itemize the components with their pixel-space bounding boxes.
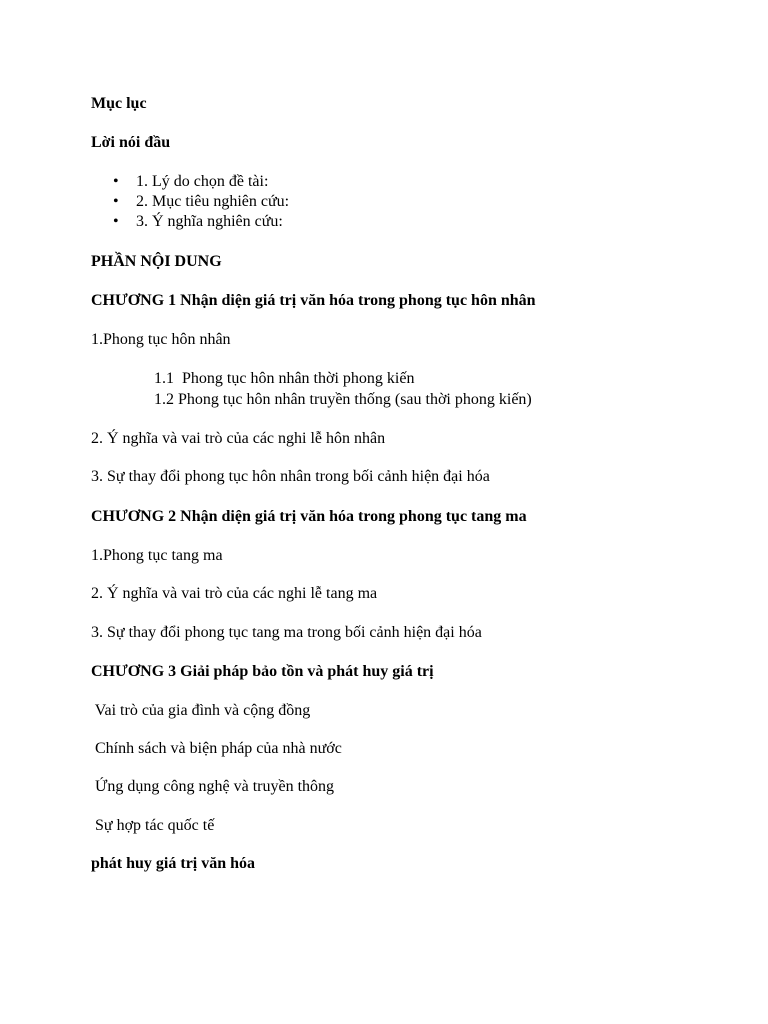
- preface-item-1: 1. Lý do chọn đề tài:: [136, 173, 269, 190]
- chapter-3-item-1: Vai trò của gia đình và cộng đồng: [91, 702, 311, 719]
- list-item: [91, 192, 289, 212]
- chapter-1-section-1: 1.Phong tục hôn nhân: [91, 331, 231, 348]
- toc-title: Mục lục: [91, 95, 147, 112]
- chapter-1-title: CHƯƠNG 1 Nhận diện giá trị văn hóa trong phong tục hôn nhân: [91, 292, 536, 309]
- chapter-3-title: CHƯƠNG 3 Giải pháp bảo tồn và phát huy giá trị: [91, 663, 434, 680]
- chapter-1-subsection-1: 1.1 Phong tục hôn nhân thời phong kiến: [154, 370, 415, 387]
- bullet-icon: •: [113, 213, 119, 230]
- preface-heading: Lời nói đầu: [91, 134, 171, 151]
- chapter-2-title: CHƯƠNG 2 Nhận diện giá trị văn hóa trong phong tục tang ma: [91, 508, 527, 525]
- chapter-2-section-3: 3. Sự thay đổi phong tục tang ma trong bối cảnh hiện đại hóa: [91, 624, 482, 641]
- list-item: [91, 212, 289, 232]
- preface-item-3: 3. Ý nghĩa nghiên cứu:: [136, 213, 283, 230]
- chapter-1-subsection-2: 1.2 Phong tục hôn nhân truyền thống (sau thời phong kiến): [154, 391, 532, 408]
- preface-item-2: 2. Mục tiêu nghiên cứu:: [136, 193, 290, 210]
- chapter-2-section-2: 2. Ý nghĩa và vai trò của các nghi lễ tang ma: [91, 585, 378, 602]
- chapter-1-section-3: 3. Sự thay đổi phong tục hôn nhân trong bối cảnh hiện đại hóa: [91, 468, 490, 485]
- preface-list: [91, 172, 289, 232]
- chapter-2-section-1: 1.Phong tục tang ma: [91, 547, 223, 564]
- closing-line: phát huy giá trị văn hóa: [91, 855, 256, 872]
- chapter-1-section-2: 2. Ý nghĩa và vai trò của các nghi lễ hôn nhân: [91, 430, 386, 447]
- list-item: [91, 172, 289, 192]
- chapter-3-item-4: Sự hợp tác quốc tế: [91, 817, 215, 834]
- bullet-icon: •: [113, 193, 119, 210]
- bullet-icon: •: [113, 173, 119, 190]
- chapter-3-item-2: Chính sách và biện pháp của nhà nước: [91, 740, 342, 757]
- chapter-3-item-3: Ứng dụng công nghệ và truyền thông: [91, 778, 335, 795]
- part-heading: PHẦN NỘI DUNG: [91, 253, 222, 270]
